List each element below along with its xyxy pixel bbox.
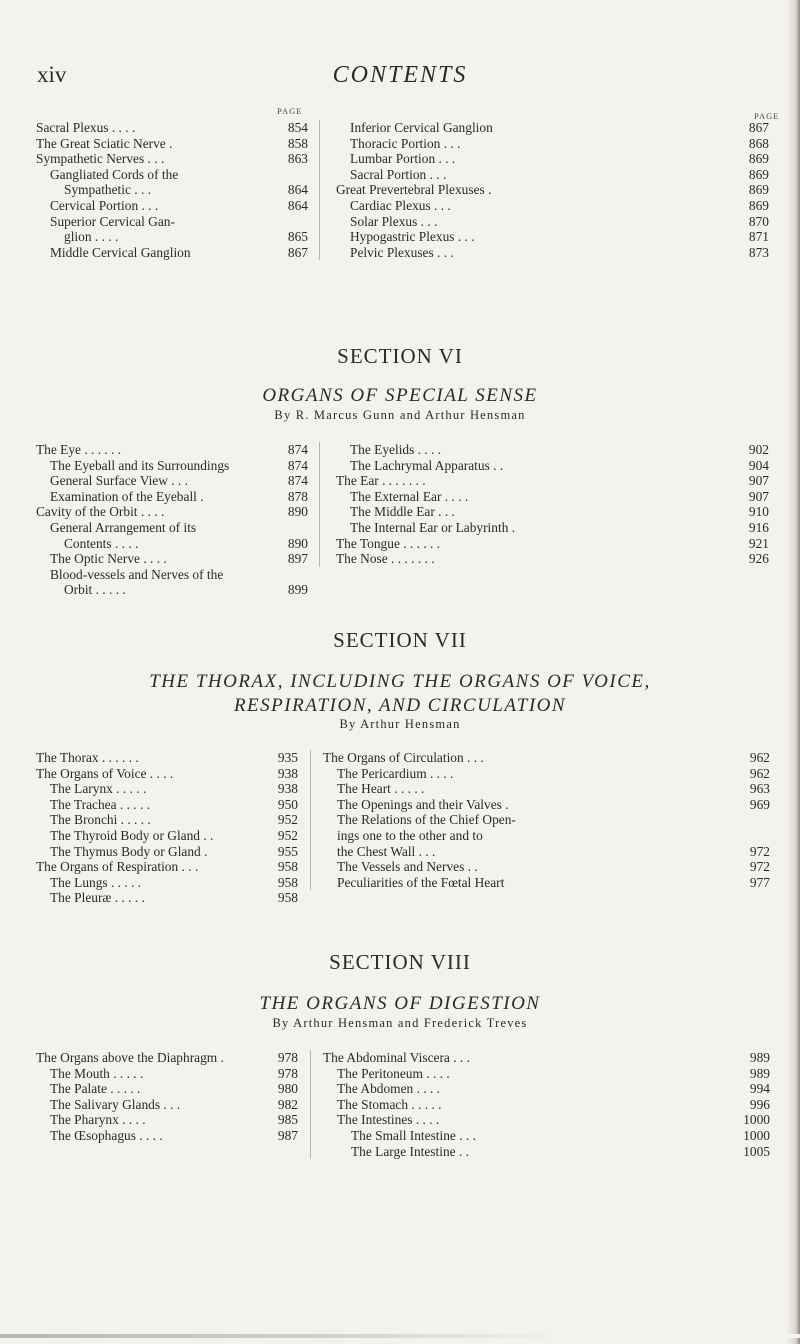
toc-entry-page: 864	[287, 197, 308, 213]
toc-entry-page: 864	[287, 182, 308, 198]
toc-entry	[36, 890, 298, 906]
toc-entry-title: The Abdominal Viscera . . .	[323, 1050, 470, 1065]
toc-entry-page: 962	[749, 750, 770, 765]
toc-entry	[36, 167, 308, 183]
toc-entry	[323, 844, 770, 860]
toc-entry-title: The Organs above the Diaphragm .	[36, 1050, 224, 1065]
toc-entry-page: 996	[749, 1096, 770, 1112]
toc-entry-title: The Heart . . . . .	[337, 781, 425, 797]
toc-entry	[336, 167, 769, 183]
toc-entry	[36, 151, 308, 167]
toc-entry	[323, 812, 770, 828]
section-title: THE ORGANS OF DIGESTION	[259, 993, 541, 1014]
toc-entry	[36, 536, 308, 552]
toc-entry-page: 958	[277, 890, 298, 906]
toc-entry-page: 878	[287, 488, 308, 504]
section-title: THE THORAX, INCLUDING THE ORGANS OF VOICE, RESPIRATION, AND CIRCULATION	[149, 671, 651, 716]
section-byline: By R. Marcus Gunn and Arthur Hensman	[274, 408, 526, 422]
toc-entry	[36, 489, 308, 505]
toc-entry-title: The Intestines . . . .	[337, 1112, 440, 1128]
toc-entry-page: 870	[748, 213, 769, 229]
toc-entry-page: 952	[277, 812, 298, 828]
toc-entry	[36, 214, 308, 230]
toc-entry-page: 907	[748, 473, 769, 489]
running-header	[0, 62, 800, 92]
toc-entry-title: The Internal Ear or Labyrinth .	[350, 519, 516, 535]
toc-entry-title: The Peritoneum . . . .	[337, 1065, 450, 1081]
toc-entry-title: Solar Plexus . . .	[350, 213, 438, 229]
toc-entry-title: Thoracic Portion . . .	[350, 135, 461, 151]
toc-entry-title: The Eye . . . . . .	[36, 442, 122, 457]
toc-entry	[36, 229, 308, 245]
toc-entry-page: 962	[749, 765, 770, 781]
toc-entry-page: 899	[287, 582, 308, 598]
toc-column-left	[36, 1050, 298, 1144]
toc-entry	[323, 859, 770, 875]
toc-entry-page: 867	[287, 244, 308, 260]
toc-entry-page: 910	[748, 504, 769, 520]
toc-entry-page: 897	[287, 551, 308, 567]
toc-entry-page: 987	[277, 1127, 298, 1143]
toc-entry	[36, 1050, 298, 1066]
toc-column-left	[36, 750, 298, 906]
toc-entry-title: The Large Intestine . .	[351, 1143, 469, 1159]
toc-entry-page: 938	[277, 781, 298, 797]
toc-entry-page: 871	[748, 229, 769, 245]
toc-entry-title: Sacral Plexus . . . .	[36, 120, 136, 135]
toc-entry-title: The Ear . . . . . . .	[336, 473, 426, 489]
section-title: ORGANS OF SPECIAL SENSE	[262, 385, 538, 406]
toc-entry	[36, 1112, 298, 1128]
toc-entry-page: 1005	[743, 1143, 770, 1159]
toc-entry	[36, 136, 308, 152]
toc-entry	[36, 504, 308, 520]
page-column-label: PAGE	[277, 106, 303, 116]
toc-entry-page: 978	[277, 1065, 298, 1081]
toc-entry	[323, 828, 770, 844]
toc-entry-title: Superior Cervical Gan-	[50, 213, 175, 229]
toc-entry-page: 972	[749, 859, 770, 875]
toc-entry	[36, 1066, 298, 1082]
toc-entry-title: The Relations of the Chief Open-	[337, 812, 516, 828]
toc-entry-page: 977	[749, 874, 770, 890]
toc-entry-page: 869	[748, 182, 769, 198]
toc-entry-title: the Chest Wall . . .	[337, 843, 436, 859]
toc-entry-page: 858	[287, 135, 308, 151]
toc-entry-page: 1000	[743, 1127, 770, 1143]
toc-entry-page: 955	[277, 843, 298, 859]
toc-entry	[36, 582, 308, 598]
toc-entry-page: 935	[277, 750, 298, 765]
running-title: CONTENTS	[332, 62, 468, 88]
toc-entry-title: The Organs of Voice . . . .	[36, 765, 174, 781]
toc-entry-title: The Tongue . . . . . .	[336, 535, 441, 551]
toc-entry-title: The Small Intestine . . .	[351, 1127, 476, 1143]
toc-entry-page: 874	[287, 473, 308, 489]
toc-entry-page: 969	[749, 796, 770, 812]
toc-entry-title: The External Ear . . . .	[350, 488, 469, 504]
toc-entry-title: The Trachea . . . . .	[50, 796, 151, 812]
section-heading: SECTION VI	[337, 344, 463, 368]
section-byline: By Arthur Hensman and Frederick Treves	[272, 1016, 528, 1030]
scan-bottom-edge	[0, 1334, 800, 1338]
toc-entry-page: 854	[287, 120, 308, 135]
toc-entry	[36, 520, 308, 536]
toc-entry-title: The Vessels and Nerves . .	[337, 859, 478, 875]
toc-entry	[323, 1144, 770, 1160]
toc-entry-title: Blood-vessels and Nerves of the	[50, 566, 224, 582]
toc-entry-title: The Eyelids . . . .	[350, 442, 442, 457]
toc-entry-page: 978	[277, 1050, 298, 1065]
page-column-label: PAGE	[754, 111, 780, 121]
toc-entry-page: 989	[749, 1050, 770, 1065]
toc-entry	[336, 458, 769, 474]
toc-entry	[36, 245, 308, 261]
toc-entry-page: 926	[748, 551, 769, 567]
toc-entry-page: 916	[748, 519, 769, 535]
toc-entry	[36, 828, 298, 844]
toc-entry	[36, 875, 298, 891]
toc-entry-page: 869	[748, 166, 769, 182]
toc-column-right	[319, 442, 769, 567]
toc-entry-title: The Lungs . . . . .	[50, 874, 142, 890]
toc-entry	[336, 214, 769, 230]
toc-entry-title: The Organs of Circulation . . .	[323, 750, 484, 765]
toc-entry	[336, 520, 769, 536]
toc-entry	[323, 750, 770, 766]
toc-entry	[323, 1097, 770, 1113]
toc-entry-title: The Palate . . . . .	[50, 1081, 141, 1097]
toc-entry-title: Cardiac Plexus . . .	[350, 197, 451, 213]
toc-entry	[36, 812, 298, 828]
page-edge-shadow	[786, 0, 800, 1344]
toc-entry-title: The Openings and their Valves .	[337, 796, 509, 812]
toc-entry	[336, 536, 769, 552]
toc-entry-page: 902	[748, 442, 769, 457]
toc-entry	[36, 120, 308, 136]
toc-entry-page: 958	[277, 874, 298, 890]
toc-entry	[336, 551, 769, 567]
toc-entry-title: Cavity of the Orbit . . . .	[36, 504, 165, 520]
toc-entry-page: 958	[277, 859, 298, 875]
toc-entry-title: The Middle Ear . . .	[350, 504, 455, 520]
toc-entry	[336, 245, 769, 261]
toc-entry-title: The Œsophagus . . . .	[50, 1127, 163, 1143]
toc-entry-title: The Thymus Body or Gland .	[50, 843, 208, 859]
toc-entry	[323, 1112, 770, 1128]
toc-entry-title: Middle Cervical Ganglion	[50, 244, 191, 260]
toc-entry-page: 952	[277, 827, 298, 843]
toc-entry-page: 867	[748, 120, 769, 135]
toc-entry-page: 907	[748, 488, 769, 504]
toc-entry-title: The Thorax . . . . . .	[36, 750, 139, 765]
toc-entry-title: The Salivary Glands . . .	[50, 1096, 181, 1112]
toc-entry	[36, 781, 298, 797]
toc-entry-title: The Mouth . . . . .	[50, 1065, 144, 1081]
toc-entry-page: 874	[287, 457, 308, 473]
toc-entry	[323, 766, 770, 782]
toc-column-left	[36, 120, 308, 260]
toc-entry	[336, 504, 769, 520]
toc-entry	[323, 1081, 770, 1097]
toc-entry-page: 869	[748, 197, 769, 213]
toc-entry-title: Peculiarities of the Fœtal Heart	[337, 874, 505, 890]
toc-entry	[336, 198, 769, 214]
toc-entry	[36, 198, 308, 214]
toc-entry-title: The Bronchi . . . . .	[50, 812, 151, 828]
toc-entry	[336, 489, 769, 505]
toc-entry	[36, 1097, 298, 1113]
page-number: xiv	[37, 62, 67, 87]
toc-entry-page: 950	[277, 796, 298, 812]
toc-entry	[336, 442, 769, 458]
toc-entry-title: General Arrangement of its	[50, 519, 197, 535]
toc-column-right	[319, 120, 769, 260]
toc-entry-title: Contents . . . .	[64, 535, 139, 551]
toc-entry	[36, 766, 298, 782]
toc-entry-page: 874	[287, 442, 308, 457]
toc-entry	[323, 1066, 770, 1082]
toc-entry	[323, 797, 770, 813]
toc-entry	[323, 781, 770, 797]
toc-entry	[36, 750, 298, 766]
toc-entry-page: 938	[277, 765, 298, 781]
toc-entry	[336, 473, 769, 489]
toc-entry-title: The Eyeball and its Surroundings	[50, 457, 230, 473]
section-heading: SECTION VII	[333, 628, 467, 652]
toc-entry-title: The Stomach . . . . .	[337, 1096, 442, 1112]
toc-entry-page: 972	[749, 843, 770, 859]
toc-entry-page: 982	[277, 1096, 298, 1112]
toc-entry-title: Sympathetic Nerves . . .	[36, 151, 165, 167]
toc-entry-title: The Pharynx . . . .	[50, 1112, 146, 1128]
toc-entry-page: 868	[748, 135, 769, 151]
toc-entry-title: Sympathetic . . .	[64, 182, 152, 198]
toc-entry-title: The Great Sciatic Nerve .	[36, 135, 173, 151]
toc-entry	[36, 567, 308, 583]
toc-entry	[36, 458, 308, 474]
toc-entry	[36, 551, 308, 567]
section-heading: SECTION VIII	[329, 950, 471, 974]
toc-entry-title: The Optic Nerve . . . .	[50, 551, 167, 567]
toc-entry-title: The Larynx . . . . .	[50, 781, 147, 797]
toc-entry-title: The Lachrymal Apparatus . .	[350, 457, 504, 473]
toc-entry	[336, 120, 769, 136]
toc-entry-title: Cervical Portion . . .	[50, 197, 159, 213]
toc-entry-page: 865	[287, 229, 308, 245]
toc-entry-page: 904	[748, 457, 769, 473]
toc-entry-title: Hypogastric Plexus . . .	[350, 229, 475, 245]
toc-entry-page: 873	[748, 244, 769, 260]
toc-entry-title: Pelvic Plexuses . . .	[350, 244, 454, 260]
toc-entry-title: The Pleuræ . . . . .	[50, 890, 145, 906]
toc-entry	[36, 1128, 298, 1144]
toc-entry-title: Lumbar Portion . . .	[350, 151, 456, 167]
toc-entry-page: 980	[277, 1081, 298, 1097]
toc-entry-title: Orbit . . . . .	[64, 582, 126, 598]
toc-column-left	[36, 442, 308, 598]
toc-entry	[336, 229, 769, 245]
toc-entry-title: The Pericardium . . . .	[337, 765, 454, 781]
toc-entry-page: 985	[277, 1112, 298, 1128]
toc-entry	[323, 1050, 770, 1066]
toc-entry	[36, 442, 308, 458]
toc-entry-page: 921	[748, 535, 769, 551]
toc-entry-page: 989	[749, 1065, 770, 1081]
toc-column-right	[310, 750, 770, 890]
section-byline: By Arthur Hensman	[339, 717, 461, 731]
toc-entry-title: Sacral Portion . . .	[350, 166, 447, 182]
toc-column-right	[310, 1050, 770, 1159]
toc-entry-title: glion . . . .	[64, 229, 119, 245]
toc-entry-page: 890	[287, 504, 308, 520]
toc-entry	[36, 859, 298, 875]
toc-entry-title: The Thyroid Body or Gland . .	[50, 827, 214, 843]
toc-entry	[36, 797, 298, 813]
toc-entry-title: Inferior Cervical Ganglion	[350, 120, 493, 135]
toc-entry-page: 963	[749, 781, 770, 797]
toc-entry	[336, 136, 769, 152]
toc-entry	[323, 1128, 770, 1144]
toc-entry-title: Gangliated Cords of the	[50, 166, 179, 182]
toc-entry	[36, 182, 308, 198]
toc-entry-page: 994	[749, 1081, 770, 1097]
toc-entry-title: ings one to the other and to	[337, 827, 483, 843]
toc-entry-page: 869	[748, 151, 769, 167]
toc-entry	[36, 473, 308, 489]
toc-entry-title: Great Prevertebral Plexuses .	[336, 182, 492, 198]
toc-entry-title: Examination of the Eyeball .	[50, 488, 204, 504]
toc-entry	[336, 182, 769, 198]
toc-entry	[323, 875, 770, 891]
toc-entry	[36, 1081, 298, 1097]
toc-entry-title: The Nose . . . . . . .	[336, 551, 435, 567]
toc-entry	[36, 844, 298, 860]
toc-entry-title: General Surface View . . .	[50, 473, 189, 489]
toc-entry-page: 890	[287, 535, 308, 551]
toc-entry-title: The Organs of Respiration . . .	[36, 859, 199, 875]
toc-entry-page: 1000	[743, 1112, 770, 1128]
toc-entry-title: The Abdomen . . . .	[337, 1081, 441, 1097]
toc-entry-page: 863	[287, 151, 308, 167]
toc-entry	[336, 151, 769, 167]
